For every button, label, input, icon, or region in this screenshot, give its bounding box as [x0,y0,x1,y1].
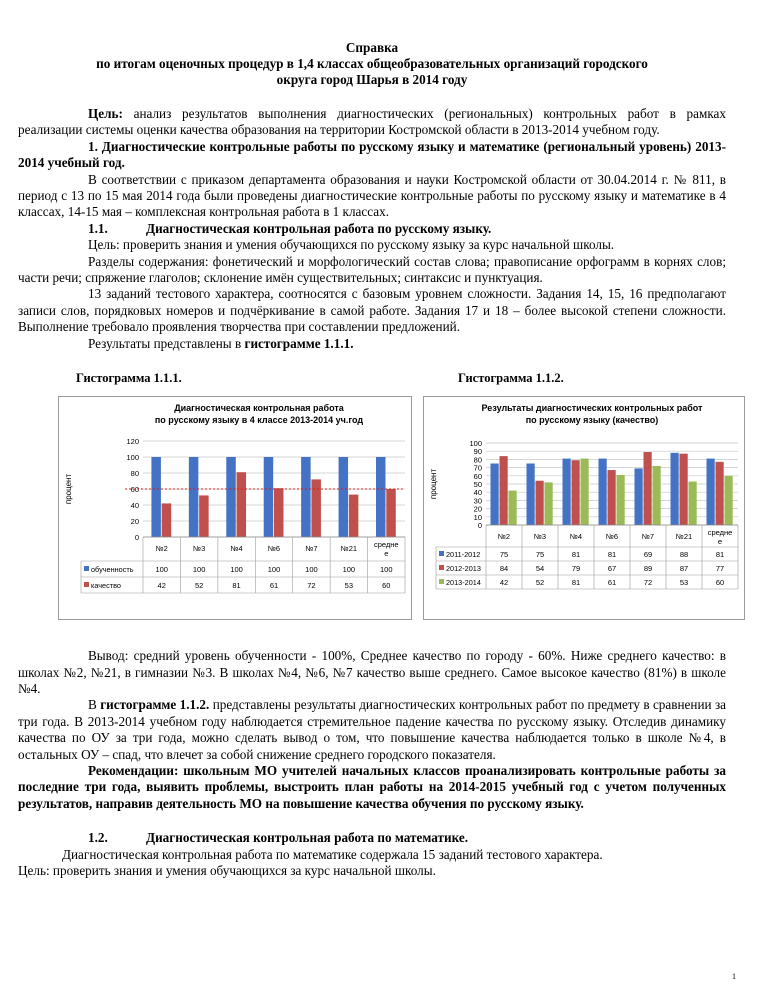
bar [617,475,625,525]
y-tick-label: 90 [473,447,482,457]
chart-title: Диагностическая контрольная работа [174,403,344,414]
legend-entry: 2011-2012 [446,550,481,560]
data-label: 84 [499,564,509,574]
y-tick-label: 50 [473,480,482,490]
legend-swatch [439,579,444,584]
y-tick-label: 20 [473,504,482,514]
conclusion-paragraph: Вывод: средний уровень обученности - 100%, Среднее качество по городу - 60%. Ниже среднего качество: в школах №2, №21, в гимназии №3. В школах №4, №6, №7 качество выше среднего. Самое высокое качество (81%) в школе №4. [18,648,726,696]
data-label: 81 [571,578,581,588]
goal-paragraph [18,106,726,139]
bar [545,482,553,525]
section-1-1-tasks: 13 заданий тестового характера, соотносятся с базовым уровнем сложности. Задания 14, 15, 16 предполагают записи слов, порядковых номеров и подчёркивание в самой работе. Задания 17 и 18 – более высокой степени сложности. Выполнение требовало проявления творчества при составлении предложений. [18,286,726,335]
legend-swatch [84,582,89,587]
category-label: №7 [305,544,318,554]
category-label: №3 [193,544,206,554]
bar [644,452,652,525]
legend-swatch [84,566,89,571]
section-1-1-content: Разделы содержания: фонетический и морфологический состав слова; правописание орфограмм в корнях слов; части речи; спряжение глаголов; склонение имён существительных; синтаксис и пунктуация. [18,253,726,286]
data-label: 72 [643,578,653,588]
data-label: 75 [535,550,545,560]
bar [199,495,208,537]
bar [386,489,395,537]
bar [339,457,348,537]
histogram-1 [58,396,412,620]
bar [274,488,283,537]
bar [563,459,571,525]
y-tick-label: 20 [130,517,139,527]
page-number: 1 [732,972,736,981]
category-label: №3 [533,532,547,542]
title-line-2: по итогам оценочных процедур в 1,4 классах общеобразовательных организаций городского [96,56,648,71]
data-label: 100 [192,565,206,575]
bar [680,454,688,525]
legend-swatch [439,565,444,570]
section-1-1-title: Диагностическая контрольная работа по русскому языку. [146,220,492,236]
y-tick-label: 0 [477,521,482,531]
y-tick-label: 100 [126,453,139,463]
data-label: 69 [643,550,653,560]
chart-title: Результаты диагностических контрольных работ [481,403,703,414]
y-axis-label: процент [429,468,438,500]
data-label: 67 [607,564,617,574]
category-label: е [717,537,723,547]
y-tick-label: 30 [473,496,482,506]
bar [500,456,508,525]
bar [311,479,320,537]
data-label: 81 [571,550,581,560]
recommendations-label: Рекомендации: [88,762,179,778]
hist2-prefix: В [88,697,101,713]
section-1-2-title: Диагностическая контрольная работа по математике. [146,830,469,846]
goal-label: Цель: [88,106,123,121]
y-tick-label: 40 [473,488,482,498]
legend-entry: обученность [91,565,134,575]
bar [264,457,273,537]
data-label: 54 [535,564,545,574]
bar [689,482,697,525]
chart-captions [18,370,726,396]
bar [376,457,385,537]
category-label: №2 [497,532,511,542]
legend-swatch [439,551,444,556]
data-label: 79 [571,564,581,574]
category-label: №2 [155,544,168,554]
histogram-2 [423,396,745,620]
category-label: №7 [641,532,655,542]
y-tick-label: 10 [473,512,482,522]
bar [301,457,310,537]
data-label: 52 [535,578,545,588]
data-label: 100 [155,565,168,575]
document-page [18,40,733,879]
data-label: 53 [679,578,689,588]
section-1-2-number: 1.2. [88,830,108,846]
y-tick-label: 80 [130,469,139,479]
bar [226,457,235,537]
hist2-rest: представлены результаты диагностических контрольных работ по предмету в сравнении за три года. В 2013-2014 учебном году наблюдается стремительное падение качества по русскому языку. Отследив динамику качества по ОУ за три года, можно сделать вывод о том, что повышение качества наблюдается только в школе №4, в остальных ОУ – спад, что влечет за собой снижение среднего городского показателя. [18,697,727,762]
goal-text: анализ результатов выполнения диагностических (региональных) контрольных работ в рамках реализации системы оценки качества образования на территории Костромской области в 2013-2014 учебном году. [18,106,727,138]
section-1-1-results [18,336,726,352]
data-label: 60 [715,578,725,588]
y-tick-label: 80 [473,455,482,465]
data-label: 53 [344,581,354,591]
caption-histogram-2: Гистограмма 1.1.2. [458,371,564,386]
section-1-1-goal: Цель: проверить знания и умения обучающихся по русскому языку за курс начальной школы. [88,237,615,253]
y-tick-label: 0 [134,533,139,543]
data-label: 52 [194,581,204,591]
data-label: 100 [380,565,393,575]
legend-entry: качество [91,581,121,591]
category-label: №4 [230,544,243,554]
data-label: 87 [679,564,689,574]
category-label: средне [707,528,733,538]
data-label: 75 [499,550,509,560]
data-label: 88 [679,550,689,560]
bar [509,491,517,525]
category-label: №4 [569,532,583,542]
category-label: №6 [605,532,619,542]
y-tick-label: 120 [126,437,139,447]
y-tick-label: 60 [130,485,139,495]
bar [581,459,589,525]
bar [237,472,246,537]
chart-subtitle: по русскому языку в 4 классе 2013-2014 уч.год [154,415,364,426]
bar [671,453,679,525]
results-prefix: Результаты представлены в [88,335,245,351]
bar [707,459,715,525]
bar [716,462,724,525]
y-tick-label: 70 [473,463,482,473]
y-tick-label: 100 [469,439,482,449]
data-label: 100 [305,565,318,575]
bar [599,459,607,525]
y-axis-label: процент [64,473,73,505]
data-label: 77 [715,564,725,574]
bar [527,464,535,526]
section-1-2-text-2: Цель: проверить знания и умения обучающихся за курс начальной школы. [18,862,436,878]
histogram-2-paragraph [18,697,726,763]
y-tick-label: 40 [130,501,139,511]
title-line-1: Справка [345,40,399,55]
results-bold: гистограмме 1.1.1. [244,335,354,351]
bar [189,457,198,537]
data-label: 42 [499,578,509,588]
section-1-1-number: 1.1. [88,220,108,236]
bar [491,464,499,526]
bar [608,470,616,525]
data-label: 72 [307,581,316,591]
category-label: е [384,549,389,559]
section-1-2-heading [18,830,726,846]
hist2-bold: гистограмме 1.1.2. [100,697,210,713]
bar [349,495,358,537]
data-label: 61 [269,581,279,591]
document-title [18,40,726,88]
recommendations-text: школьным МО учителей начальных классов проанализировать контрольные работы за последние три года, выявить проблемы, выстроить план работы на 2014-2015 учебный год с учетом полученных результатов, направив деятельность МО на повышение качества обучения по русскому языку. [18,762,726,811]
bar [536,481,544,525]
data-label: 42 [157,581,166,591]
section-1-1-heading [18,221,726,237]
bar [151,457,160,537]
bar [572,460,580,525]
histogram-1-svg [59,397,411,619]
y-tick-label: 60 [473,471,482,481]
section-1-2-text-1: Диагностическая контрольная работа по математике содержала 15 заданий тестового характера. [62,846,603,862]
bar [162,503,171,537]
bar [725,476,733,525]
chart-subtitle: по русскому языку (качество) [525,415,659,426]
title-line-3: округа город Шарья в 2014 году [276,72,468,87]
data-label: 60 [382,581,391,591]
category-label: №21 [340,544,358,554]
legend-entry: 2013-2014 [446,578,481,588]
charts-row [18,396,733,624]
section-1-heading [18,139,726,172]
data-label: 89 [643,564,653,574]
histogram-2-svg [424,397,744,619]
data-label: 81 [232,581,241,591]
bar [653,466,661,525]
legend-entry: 2012-2013 [446,564,481,574]
data-label: 100 [230,565,243,575]
category-label: средне [373,540,399,550]
bar [635,469,643,526]
caption-histogram-1: Гистограмма 1.1.1. [76,371,182,386]
category-label: №21 [675,532,693,542]
data-label: 61 [607,578,617,588]
data-label: 100 [267,565,281,575]
data-label: 81 [607,550,617,560]
section-1-text: В соответствии с приказом департамента образования и науки Костромской области от 30.04.2014 г. № 811, в период с 13 по 15 мая 2014 года были проведены диагностические контрольные работы по русскому языку и математике в 4 классах, 14-15 мая – комплексная контрольная работа в 1 классах. [18,171,726,220]
section-1-heading-text: 1. Диагностические контрольные работы по русскому языку и математике (региональный уровень) 2013-2014 учебный год. [18,138,726,171]
category-label: №6 [267,544,281,554]
data-label: 100 [342,565,356,575]
recommendations-paragraph [18,763,726,812]
data-label: 81 [715,550,725,560]
